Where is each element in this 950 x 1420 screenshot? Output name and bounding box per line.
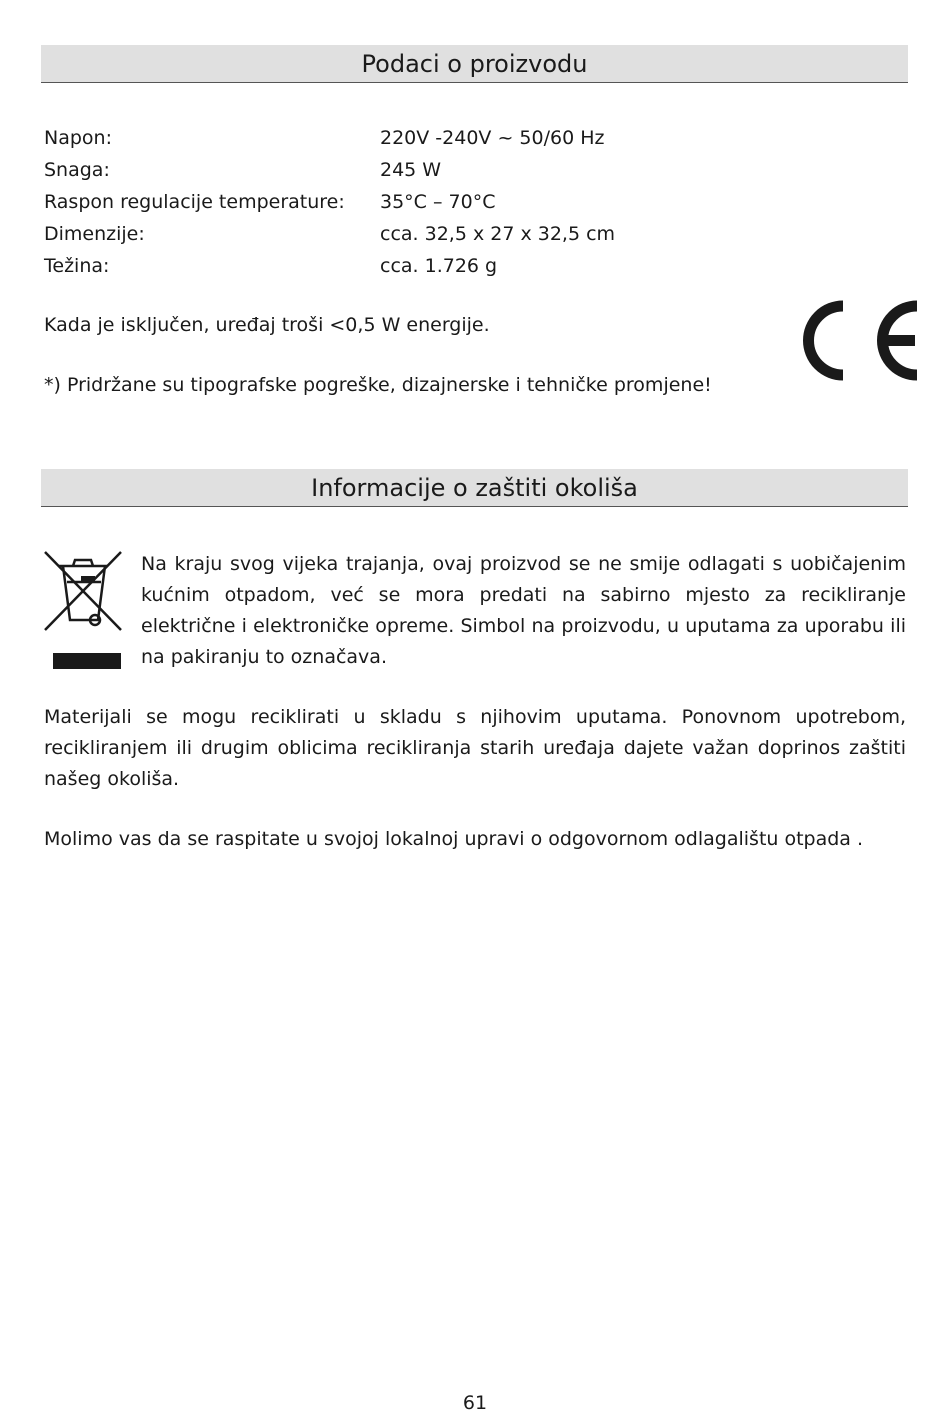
ce-mark-icon: [800, 298, 921, 383]
page-number: 61: [462, 1392, 488, 1414]
spec-value: 245 W: [380, 159, 442, 181]
spec-label: Napon:: [44, 127, 112, 149]
spec-value: 35°C – 70°C: [380, 191, 496, 213]
spec-label: Dimenzije:: [44, 223, 145, 245]
section-heading-environment: Informacije o zaštiti okoliša: [41, 469, 908, 507]
spec-value: cca. 1.726 g: [380, 255, 498, 277]
spec-value: 220V -240V ~ 50/60 Hz: [380, 127, 605, 149]
spec-label: Težina:: [44, 255, 110, 277]
disclaimer-note: *) Pridržane su tipografske pogreške, dizajnerske i tehničke promjene!: [44, 374, 712, 396]
local-authority-paragraph: Molimo vas da se raspitate u svojoj lokalnoj upravi o odgovornom odlagalištu otpada .: [44, 828, 864, 850]
recycling-paragraph: Materijali se mogu reciklirati u skladu s njihovim uputama. Ponovnom upotrebom, recikliranjem ili drugim oblicima recikliranja starih uređaja dajete važan doprinos zaštiti našeg okoliša.: [44, 706, 906, 790]
crossed-out-wheelie-bin-icon: [43, 550, 123, 672]
weee-disposal-text: Na kraju svog vijeka trajanja, ovaj proizvod se ne smije odlagati s uobičajenim kućnim otpadom, već se mora predati na sabirno mjesto za recikliranje električne i elektroničke opreme. Simbol na proizvodu, u uputama za uporabu ili na pakiranju to označava.: [141, 553, 906, 668]
spec-label: Snaga:: [44, 159, 110, 181]
section-heading-product-data: Podaci o proizvodu: [41, 45, 908, 83]
spec-label: Raspon regulacije temperature:: [44, 191, 345, 213]
spec-value: cca. 32,5 x 27 x 32,5 cm: [380, 223, 616, 245]
standby-power-note: Kada je isključen, uređaj troši <0,5 W energije.: [44, 314, 490, 336]
